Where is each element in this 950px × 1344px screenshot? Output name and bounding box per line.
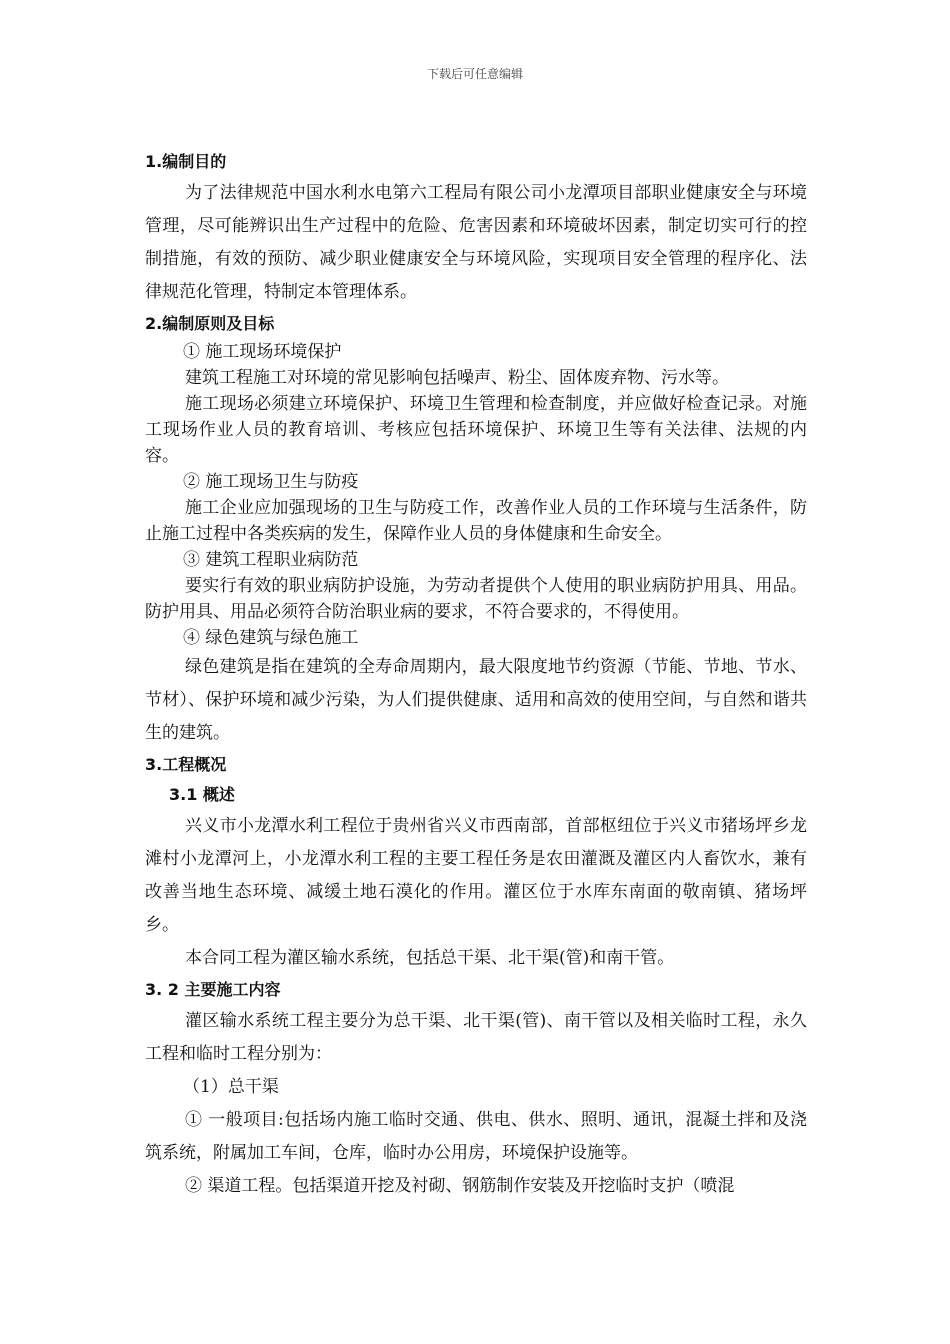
section-2-paragraph-4: 要实行有效的职业病防护设施，为劳动者提供个人使用的职业病防护用具、用品。防护用具、用品必须符合防治职业病的要求，不符合要求的，不得使用。 <box>145 576 807 622</box>
document-body <box>145 147 807 1203</box>
section-3-1-title: 3.1 概述 <box>169 785 235 804</box>
section-3-paragraph-3: 灌区输水系统工程主要分为总干渠、北干渠(管)、南干管以及相关临时工程，永久工程和临时工程分别为： <box>145 1011 807 1064</box>
section-2-title: 2.编制原则及目标 <box>145 314 275 333</box>
section-2-item-1: ① 施工现场环境保护 <box>183 342 342 362</box>
section-3-paragraph-5: ② 渠道工程。包括渠道开挖及衬砌、钢筋制作安装及开挖临时支护（喷混 <box>185 1176 735 1196</box>
section-3-title: 3.工程概况 <box>145 755 227 774</box>
section-2-paragraph-2: 施工现场必须建立环境保护、环境卫生管理和检查制度，并应做好检查记录。对施工现场作业人员的教育培训、考核应包括环境保护、环境卫生等有关法律、法规的内容。 <box>145 394 807 466</box>
section-3-paragraph-2: 本合同工程为灌区输水系统，包括总干渠、北干渠(管)和南干管。 <box>185 948 675 968</box>
section-2-paragraph-1: 建筑工程施工对环境的常见影响包括噪声、粉尘、固体废弃物、污水等。 <box>185 368 729 388</box>
page-header: 下载后可任意编辑 <box>426 67 523 81</box>
section-3-item-1: （1）总干渠 <box>183 1077 279 1097</box>
section-1-paragraph: 为了法律规范中国水利水电第六工程局有限公司小龙潭项目部职业健康安全与环境管理，尽可能辨识出生产过程中的危险、危害因素和环境破坏因素，制定切实可行的控制措施，有效的预防、减少职业健康安全与环境风险，实现项目安全管理的程序化、法律规范化管理，特制定本管理体系。 <box>145 183 807 302</box>
section-2-item-3: ③ 建筑工程职业病防范 <box>183 550 359 570</box>
section-1-title: 1.编制目的 <box>145 152 227 171</box>
section-3-paragraph-1: 兴义市小龙潭水利工程位于贵州省兴义市西南部，首部枢纽位于兴义市猪场坪乡龙滩村小龙潭河上，小龙潭水利工程的主要工程任务是农田灌溉及灌区内人畜饮水，兼有改善当地生态环境、减缓土地石漠化的作用。灌区位于水库东南面的敬南镇、猪场坪乡。 <box>145 816 807 935</box>
section-2-paragraph-5: 绿色建筑是指在建筑的全寿命周期内，最大限度地节约资源（节能、节地、节水、节材）、保护环境和减少污染，为人们提供健康、适用和高效的使用空间，与自然和谐共生的建筑。 <box>145 657 807 743</box>
section-3-paragraph-4: ① 一般项目:包括场内施工临时交通、供电、供水、照明、通讯，混凝土拌和及浇筑系统，附属加工车间，仓库，临时办公用房，环境保护设施等。 <box>145 1110 807 1163</box>
section-2-item-4: ④ 绿色建筑与绿色施工 <box>183 628 359 648</box>
section-2-paragraph-3: 施工企业应加强现场的卫生与防疫工作，改善作业人员的工作环境与生活条件，防止施工过程中各类疾病的发生，保障作业人员的身体健康和生命安全。 <box>145 498 807 544</box>
section-2-item-2: ② 施工现场卫生与防疫 <box>183 472 359 492</box>
section-3-2-title: 3. 2 主要施工内容 <box>145 980 281 999</box>
